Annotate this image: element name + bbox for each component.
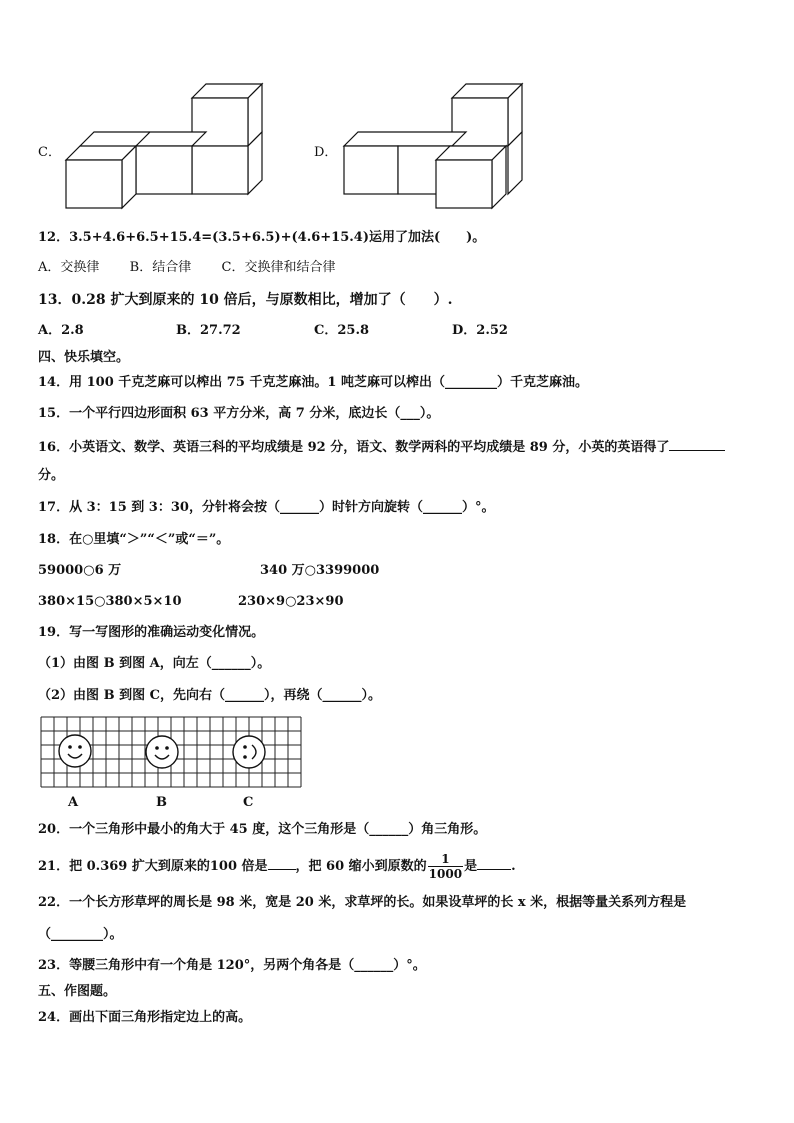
smiley-face-c-icon-eye <box>243 755 247 759</box>
question-14: 14．用 100 千克芝麻可以榨出 75 千克芝麻油。1 吨芝麻可以榨出（________）千克芝麻油。 <box>38 375 588 390</box>
cube-figure-c <box>60 80 270 215</box>
question-20: 20．一个三角形中最小的角大于 45 度，这个三角形是（______）角三角形。 <box>38 822 487 837</box>
question-12-options <box>38 260 335 276</box>
grid-label-a: A <box>68 795 79 810</box>
smiley-face-c-icon-eye <box>243 745 247 749</box>
question-24: 24．画出下面三角形指定边上的高。 <box>38 1010 252 1025</box>
question-16-line2: 分。 <box>38 468 65 483</box>
q21-text-3: 是 <box>464 859 478 874</box>
q13-option-d: D．2.52 <box>452 323 508 338</box>
question-12: 12．3.5+4.6+6.5+15.4=(3.5+6.5)+(4.6+15.4)运用了加法( )。 <box>38 230 486 245</box>
answer-blank[interactable] <box>268 857 296 870</box>
smiley-face-b-icon <box>146 736 178 768</box>
smiley-face-a-icon-eye <box>68 745 72 749</box>
option-d-label: D． <box>314 145 338 160</box>
section-4-heading: 四、快乐填空。 <box>38 350 130 365</box>
question-22-line2: （________）。 <box>38 927 123 942</box>
question-13: 13．0.28 扩大到原来的 10 倍后，与原数相比，增加了（ ）. <box>38 292 453 308</box>
fraction-1-1000 <box>428 852 463 881</box>
question-19: 19．写一写图形的准确运动变化情况。 <box>38 625 265 640</box>
question-18: 18．在○里填“＞”“＜”或“＝”。 <box>38 532 230 547</box>
q21-text-4: . <box>511 859 516 874</box>
q12-option-a: A．交换律 <box>38 260 100 275</box>
q13-option-c: C．25.8 <box>314 323 370 338</box>
question-21 <box>38 852 516 881</box>
option-c-label: C． <box>38 145 61 160</box>
fraction-numerator: 1 <box>428 852 463 867</box>
grid-label-c: C <box>243 795 254 810</box>
q18-item-2: 340 万○3399000 <box>260 563 380 578</box>
q18-item-1: 59000○6 万 <box>38 563 122 578</box>
question-23: 23．等腰三角形中有一个角是 120°，另两个角各是（______）°。 <box>38 958 426 973</box>
question-16-line1 <box>38 438 725 456</box>
smiley-face-a-icon-eye <box>78 745 82 749</box>
question-19-sub2: （2）由图 B 到图 C，先向右（______），再绕（______）。 <box>38 688 381 703</box>
q18-item-3: 380×15○380×5×10 <box>38 594 182 609</box>
answer-blank[interactable] <box>669 438 725 451</box>
cube-figure-d <box>340 80 530 215</box>
q21-text-1: 21．把 0.369 扩大到原来的100 倍是 <box>38 859 268 874</box>
grid-label-b: B <box>156 795 167 810</box>
smiley-face-a-icon <box>59 735 91 767</box>
q12-option-c: C．交换律和结合律 <box>221 260 336 275</box>
smiley-grid <box>40 716 302 788</box>
section-5-heading: 五、作图题。 <box>38 984 117 999</box>
question-17: 17．从 3：15 到 3：30，分针将会按（______）时针方向旋转（______）°。 <box>38 500 495 515</box>
question-15: 15．一个平行四边形面积 63 平方分米，高 7 分米，底边长（___）。 <box>38 406 440 421</box>
answer-blank[interactable] <box>477 857 511 870</box>
q12-option-b: B．结合律 <box>129 260 192 275</box>
smiley-face-c-icon <box>233 736 265 768</box>
question-22-line1: 22．一个长方形草坪的周长是 98 米，宽是 20 米，求草坪的长。如果设草坪的长 x 米，根据等量关系列方程是 <box>38 895 687 910</box>
q13-option-b: B．27.72 <box>176 323 241 338</box>
q18-item-4: 230×9○23×90 <box>238 594 344 609</box>
fraction-denominator: 1000 <box>428 867 463 881</box>
smiley-face-b-icon-eye <box>165 746 169 750</box>
question-16-text: 16．小英语文、数学、英语三科的平均成绩是 92 分，语文、数学两科的平均成绩是 89 分，小英的英语得了 <box>38 440 670 455</box>
q13-option-a: A．2.8 <box>38 323 84 338</box>
question-19-sub1: （1）由图 B 到图 A，向左（______）。 <box>38 656 271 671</box>
smiley-face-b-icon-eye <box>155 746 159 750</box>
q21-text-2: ，把 60 缩小到原数的 <box>295 859 427 874</box>
